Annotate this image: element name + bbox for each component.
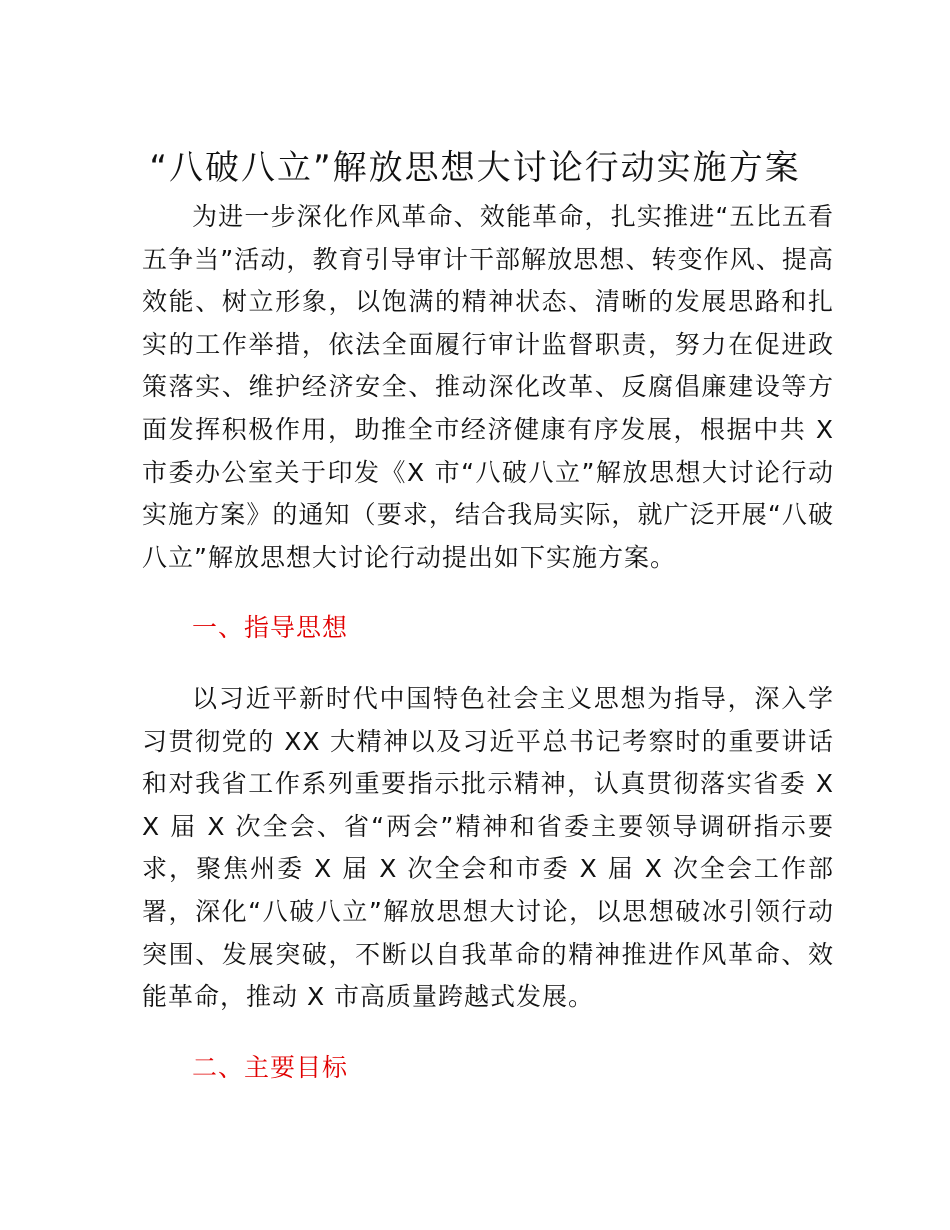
document-title: “八破八立”解放思想大讨论行动实施方案: [149, 148, 801, 188]
intro-paragraph: 为进一步深化作风革命、效能革命，扎实推进“五比五看五争当”活动，教育引导审计干部解放思想、转变作风、提高效能、树立形象，以饱满的精神状态、清晰的发展思路和扎实的工作举措，依法全面履行审计监督职责，努力在促进政策落实、维护经济安全、推动深化改革、反腐倡廉建设等方面发挥积极作用，助推全市经济健康有序发展，根据中共 X 市委办公室关于印发《X 市“八破八立”解放思想大讨论行动实施方案》的通知（要求，结合我局实际，就广泛开展“八破八立”解放思想大讨论行动提出如下实施方案。: [142, 202, 834, 572]
document-body: [142, 196, 834, 1089]
spacer: [142, 579, 834, 607]
guiding-ideology-paragraph: 以习近平新时代中国特色社会主义思想为指导，深入学习贯彻党的 XX 大精神以及习近平总书记考察时的重要讲话和对我省工作系列重要指示批示精神，认真贯彻落实省委 XX 届 X 次全会、省“两会”精神和省委主要领导调研指示要求，聚焦州委 X 届 X 次全会和市委 X 届 X 次全会工作部署，深化“八破八立”解放思想大讨论，以思想破冰引领行动突围、发展突破，不断以自我革命的精神推进作风革命、效能革命，推动 X 市高质量跨越式发展。: [142, 683, 834, 1012]
section-heading-guiding-ideology: 一、指导思想: [192, 613, 349, 643]
section-heading-main-goals: 二、主要目标: [192, 1052, 349, 1082]
spacer: [142, 1019, 834, 1047]
spacer: [142, 650, 834, 678]
